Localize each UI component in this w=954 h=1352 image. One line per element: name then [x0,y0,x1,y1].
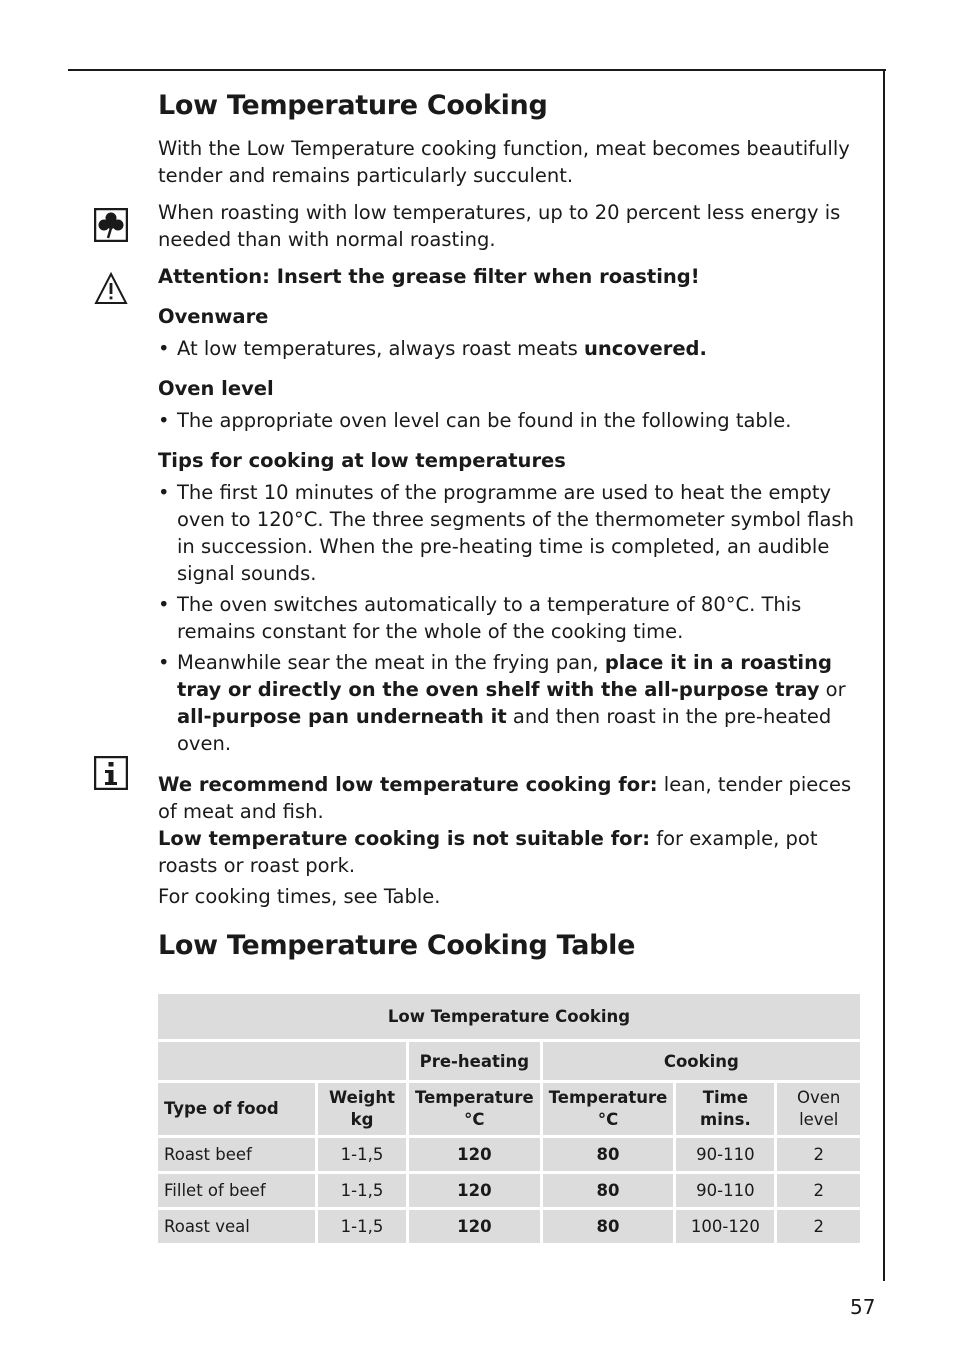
cell-preheat-temp: 120 [409,1210,540,1243]
tips-bullet-3: • Meanwhile sear the meat in the frying pan, place it in a roasting tray or directly on the oven shelf with the all-purpose tray or all-purpose pan underneath it and then roast in the pre-heated oven. [158,651,846,756]
oven-level-bullet-text: The appropriate oven level can be found in the following table. [177,409,792,433]
page-number: 57 [850,1295,876,1319]
header-oven-level [777,1083,860,1135]
recommend-text [158,771,863,825]
cell-food: Roast beef [158,1138,315,1171]
oven-level-heading: Oven level [158,377,274,401]
cell-food: Fillet of beef [158,1174,315,1207]
cell-weight: 1-1,5 [318,1210,406,1243]
tips-bullet-2: • The oven switches automatically to a temperature of 80°C. This remains constant for the whole of the cooking time. [158,593,802,644]
top-rule [68,69,886,71]
oven-level-bullet: • The appropriate oven level can be found in the following table. [158,409,792,433]
tips-bullet-3-text-c: or [819,678,846,702]
table-caption: Low Temperature Cooking [158,994,860,1039]
ovenware-bullet-bold: uncovered. [584,337,707,361]
cooking-table [155,991,863,1246]
header-cook-temp [543,1083,674,1135]
tips-bullet-3-bold-b: place it in a roasting tray or directly on the oven shelf with the all-purpose tray [177,651,832,702]
info-icon [94,756,128,790]
header-time-line1: Time [702,1088,749,1108]
attention-text: Attention: Insert the grease filter when roasting! [158,265,700,289]
header-preheat-temp [409,1083,540,1135]
tips-bullet-1: • The first 10 minutes of the programme are used to heat the empty oven to 120°C. The three segments of the thermometer symbol flash in succession. When the pre-heating time is completed, an audible signal sounds. [158,481,854,586]
cell-cook-temp: 80 [543,1210,674,1243]
cell-oven-level: 2 [777,1174,860,1207]
cell-weight: 1-1,5 [318,1174,406,1207]
tips-bullet-1-text: The first 10 minutes of the programme are used to heat the empty oven to 120°C. The three segments of the thermometer symbol flash in succession. When the pre-heating time is completed, an audible signal sounds. [177,481,854,586]
header-weight-line1: Weight [329,1088,395,1108]
intro-text: With the Low Temperature cooking function, meat becomes beautifully tender and remains particularly succulent. [158,137,850,188]
tips-bullet-2-text: The oven switches automatically to a temperature of 80°C. This remains constant for the whole of the cooking time. [177,593,802,644]
warning-triangle-icon [94,272,128,306]
table-title: Low Temperature Cooking Table [158,930,636,962]
header-time-line2: mins. [700,1110,751,1130]
group-cooking: Cooking [543,1042,860,1080]
cell-time: 90-110 [676,1174,774,1207]
header-preheat-temp-line2: °C [464,1110,485,1130]
tips-heading: Tips for cooking at low temperatures [158,449,566,473]
cell-oven-level: 2 [777,1210,860,1243]
cell-cook-temp: 80 [543,1174,674,1207]
group-preheat: Pre-heating [409,1042,540,1080]
not-suitable-body: for example, pot roasts or roast pork. [158,827,818,878]
header-cook-temp-line2: °C [597,1110,619,1130]
ovenware-bullet-text: At low temperatures, always roast meats [177,337,585,361]
cell-time: 90-110 [676,1138,774,1171]
table-row [158,1174,860,1207]
header-oven-level-line2: level [799,1110,839,1130]
page-title: Low Temperature Cooking [158,90,548,121]
clover-icon [94,208,128,242]
energy-note: When roasting with low temperatures, up to 20 percent less energy is needed than with normal roasting. [158,201,841,252]
cooking-times-note: For cooking times, see Table. [158,885,441,909]
not-suitable-text [158,825,863,879]
cell-oven-level: 2 [777,1138,860,1171]
recommend-bold: We recommend low temperature cooking for: [158,773,658,797]
not-suitable-bold: Low temperature cooking is not suitable for: [158,827,650,851]
ovenware-heading: Ovenware [158,305,269,329]
cell-preheat-temp: 120 [409,1174,540,1207]
cell-cook-temp: 80 [543,1138,674,1171]
cell-food: Roast veal [158,1210,315,1243]
cell-weight: 1-1,5 [318,1138,406,1171]
cell-time: 100-120 [676,1210,774,1243]
header-oven-level-line1: Oven [797,1088,841,1108]
empty-group-cell [158,1042,406,1080]
header-weight-line2: kg [350,1110,374,1130]
header-type-of-food: Type of food [158,1083,315,1135]
header-time [676,1083,774,1135]
table-row [158,1138,860,1171]
header-weight [318,1083,406,1135]
right-rule [883,69,885,1281]
recommend-body: lean, tender pieces of meat and fish. [158,773,852,824]
table-row [158,1210,860,1243]
tips-bullet-3-bold-d: all-purpose pan underneath it [177,705,507,729]
page-content [158,88,863,1246]
cell-preheat-temp: 120 [409,1138,540,1171]
header-preheat-temp-line1: Temperature [415,1088,534,1108]
ovenware-bullet: • At low temperatures, always roast meats uncovered. [158,337,707,361]
tips-bullet-3-text-a: Meanwhile sear the meat in the frying pan, [177,651,605,675]
header-cook-temp-line1: Temperature [548,1088,668,1108]
tips-bullet-3-text-e: and then roast in the pre-heated oven. [177,705,832,756]
